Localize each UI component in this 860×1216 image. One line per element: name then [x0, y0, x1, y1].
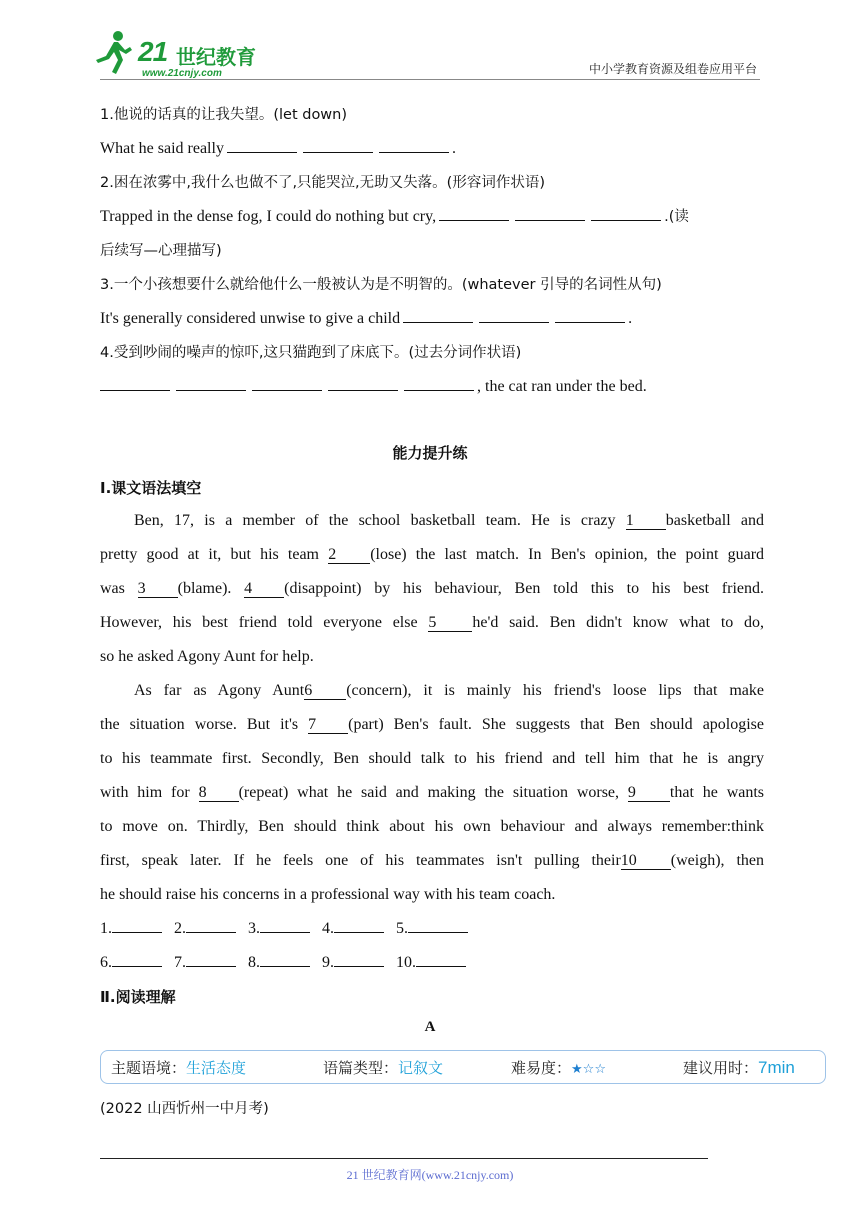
runner-icon	[94, 30, 134, 76]
answer-number: 3.	[248, 920, 260, 937]
platform-name: 中小学教育资源及组卷应用平台	[588, 62, 757, 76]
answer-blank[interactable]	[186, 952, 236, 967]
answer-blank[interactable]	[260, 918, 310, 933]
answer-number: 8.	[248, 954, 260, 971]
text-type-info: 语篇类型：记叙文	[323, 1059, 444, 1077]
passage-text: basketball and	[665, 512, 764, 529]
gap-number[interactable]: 2	[328, 547, 370, 564]
question-2-text: Trapped in the dense fog, I could do nothing but cry,	[100, 208, 437, 225]
footer-divider	[100, 1158, 708, 1159]
passage-line	[100, 782, 764, 804]
gap-number[interactable]: 8	[199, 785, 239, 802]
passage-text: with him for	[100, 784, 190, 801]
question-3-text: It's generally considered unwise to give a child	[100, 310, 401, 327]
passage-line: he should raise his concerns in a professional way with his team coach.	[100, 886, 556, 903]
gap-number[interactable]: 4	[244, 581, 284, 598]
logo-number: 21	[138, 36, 168, 67]
passage-line: to his teammate first. Secondly, Ben should talk to his friend and tell him that he is angry	[100, 750, 764, 767]
answer-blank[interactable]	[555, 308, 625, 323]
question-4-answer	[100, 376, 764, 398]
question-1-answer: What he said really .	[100, 140, 456, 157]
answer-number: 10.	[396, 954, 416, 971]
passage-line	[134, 510, 764, 532]
passage-text: As far as Agony Aunt	[134, 682, 305, 699]
logo-url: www.21cnjy.com	[142, 68, 222, 79]
gap-number[interactable]: 3	[138, 581, 178, 598]
answer-blank[interactable]	[416, 952, 466, 967]
passage-line	[100, 714, 764, 736]
passage-text: (part) Ben's fault. She suggests that Ben should apologise	[348, 716, 765, 733]
answer-blank[interactable]	[379, 138, 449, 153]
answer-blank[interactable]	[408, 918, 468, 933]
passage-line	[100, 612, 764, 634]
passage-text: However, his best friend told everyone else	[100, 614, 418, 631]
passage-line	[100, 544, 764, 566]
answer-blank[interactable]	[227, 138, 297, 153]
passage-line: to move on. Thirdly, Ben should think about his own behaviour and always remember:think	[100, 818, 764, 835]
question-3-answer: It's generally considered unwise to give a child .	[100, 310, 633, 327]
passage-text: (repeat) what he said and making the situation worse,	[238, 784, 620, 801]
logo-text: 世纪教育	[176, 45, 256, 69]
answer-blank[interactable]	[100, 376, 170, 391]
answer-blank[interactable]	[186, 918, 236, 933]
answer-blank[interactable]	[334, 918, 384, 933]
footer-link[interactable]: 21 世纪教育网(www.21cnjy.com)	[346, 1168, 514, 1182]
time-info: 建议用时：7min	[683, 1058, 795, 1077]
answer-blank[interactable]	[303, 138, 373, 153]
passage-line: so he asked Agony Aunt for help.	[100, 648, 314, 665]
question-1-prompt: 1.他说的话真的让我失望。(let down)	[100, 107, 348, 123]
answer-blank[interactable]	[176, 376, 246, 391]
question-2-note: .(读	[664, 209, 689, 225]
answer-blank[interactable]	[334, 952, 384, 967]
answer-blank[interactable]	[515, 206, 585, 221]
page-header	[0, 0, 860, 90]
header-divider	[100, 79, 760, 80]
question-2-answer	[100, 206, 764, 228]
passage-text: (blame).	[177, 580, 232, 597]
question-2-note-cont: 后续写—心理描写)	[100, 243, 222, 259]
part-1-heading: Ⅰ.课文语法填空	[100, 479, 202, 497]
part-2-heading: Ⅱ.阅读理解	[100, 988, 176, 1006]
passage-text: he'd said. Ben didn't know what to do,	[472, 614, 765, 631]
answer-row-1	[100, 918, 764, 940]
question-4-prompt: 4.受到吵闹的噪声的惊吓,这只猫跑到了床底下。(过去分词作状语)	[100, 345, 522, 361]
passage-text: pretty good at it, but his team	[100, 546, 320, 563]
section-title: 能力提升练	[392, 444, 468, 462]
answer-blank[interactable]	[403, 308, 473, 323]
gap-number[interactable]: 9	[628, 785, 670, 802]
answer-blank[interactable]	[112, 918, 162, 933]
passage-line	[100, 578, 764, 600]
passage-line	[100, 850, 764, 872]
answer-blank[interactable]	[404, 376, 474, 391]
passage-text: (weigh), then	[670, 852, 764, 869]
passage-text: that he wants	[669, 784, 765, 801]
difficulty-info: 难易度：★☆☆	[511, 1059, 606, 1077]
passage-text: was	[100, 580, 125, 597]
question-3-prompt: 3.一个小孩想要什么就给他什么一般被认为是不明智的。(whatever 引导的名词性从句)	[100, 277, 662, 293]
answer-number: 6.	[100, 954, 112, 971]
answer-number: 4.	[322, 920, 334, 937]
topic-info: 主题语境：生活态度	[111, 1059, 247, 1077]
passage-text: first, speak later. If he feels one of his teammates isn't pulling their	[100, 852, 621, 869]
passage-line	[134, 680, 764, 702]
answer-number: 7.	[174, 954, 186, 971]
answer-blank[interactable]	[479, 308, 549, 323]
passage-text: (disappoint) by his behaviour, Ben told this to his best friend.	[284, 580, 765, 597]
passage-info-bar	[100, 1050, 826, 1084]
passage-text: the situation worse. But it's	[100, 716, 299, 733]
gap-number[interactable]: 5	[428, 615, 472, 632]
answer-blank[interactable]	[252, 376, 322, 391]
question-1-text: What he said really	[100, 140, 224, 157]
answer-number: 2.	[174, 920, 186, 937]
site-logo[interactable]	[94, 30, 264, 80]
answer-number: 5.	[396, 920, 408, 937]
star-rating-icon: ★☆☆	[571, 1062, 606, 1077]
passage-text: Ben, 17, is a member of the school basketball team. He is crazy	[134, 512, 616, 529]
answer-blank[interactable]	[591, 206, 661, 221]
answer-number: 1.	[100, 920, 112, 937]
question-2-prompt: 2.困在浓雾中,我什么也做不了,只能哭泣,无助又失落。(形容词作状语)	[100, 175, 545, 191]
answer-blank[interactable]	[260, 952, 310, 967]
gap-number[interactable]: 6	[304, 683, 346, 700]
passage-label: A	[424, 1019, 436, 1035]
question-4-text: , the cat ran under the bed.	[477, 378, 647, 395]
gap-number[interactable]: 7	[308, 717, 348, 734]
answer-blank[interactable]	[112, 952, 162, 967]
passage-text: (concern), it is mainly his friend's loose lips that make	[346, 682, 765, 699]
answer-row-2	[100, 952, 764, 974]
answer-number: 9.	[322, 954, 334, 971]
answer-blank[interactable]	[439, 206, 509, 221]
gap-number[interactable]: 1	[626, 513, 666, 530]
answer-blank[interactable]	[328, 376, 398, 391]
passage-source: (2022 山西忻州一中月考)	[100, 1101, 269, 1117]
passage-text: (lose) the last match. In Ben's opinion, the point guard	[370, 546, 765, 563]
gap-number[interactable]: 10	[621, 853, 671, 870]
